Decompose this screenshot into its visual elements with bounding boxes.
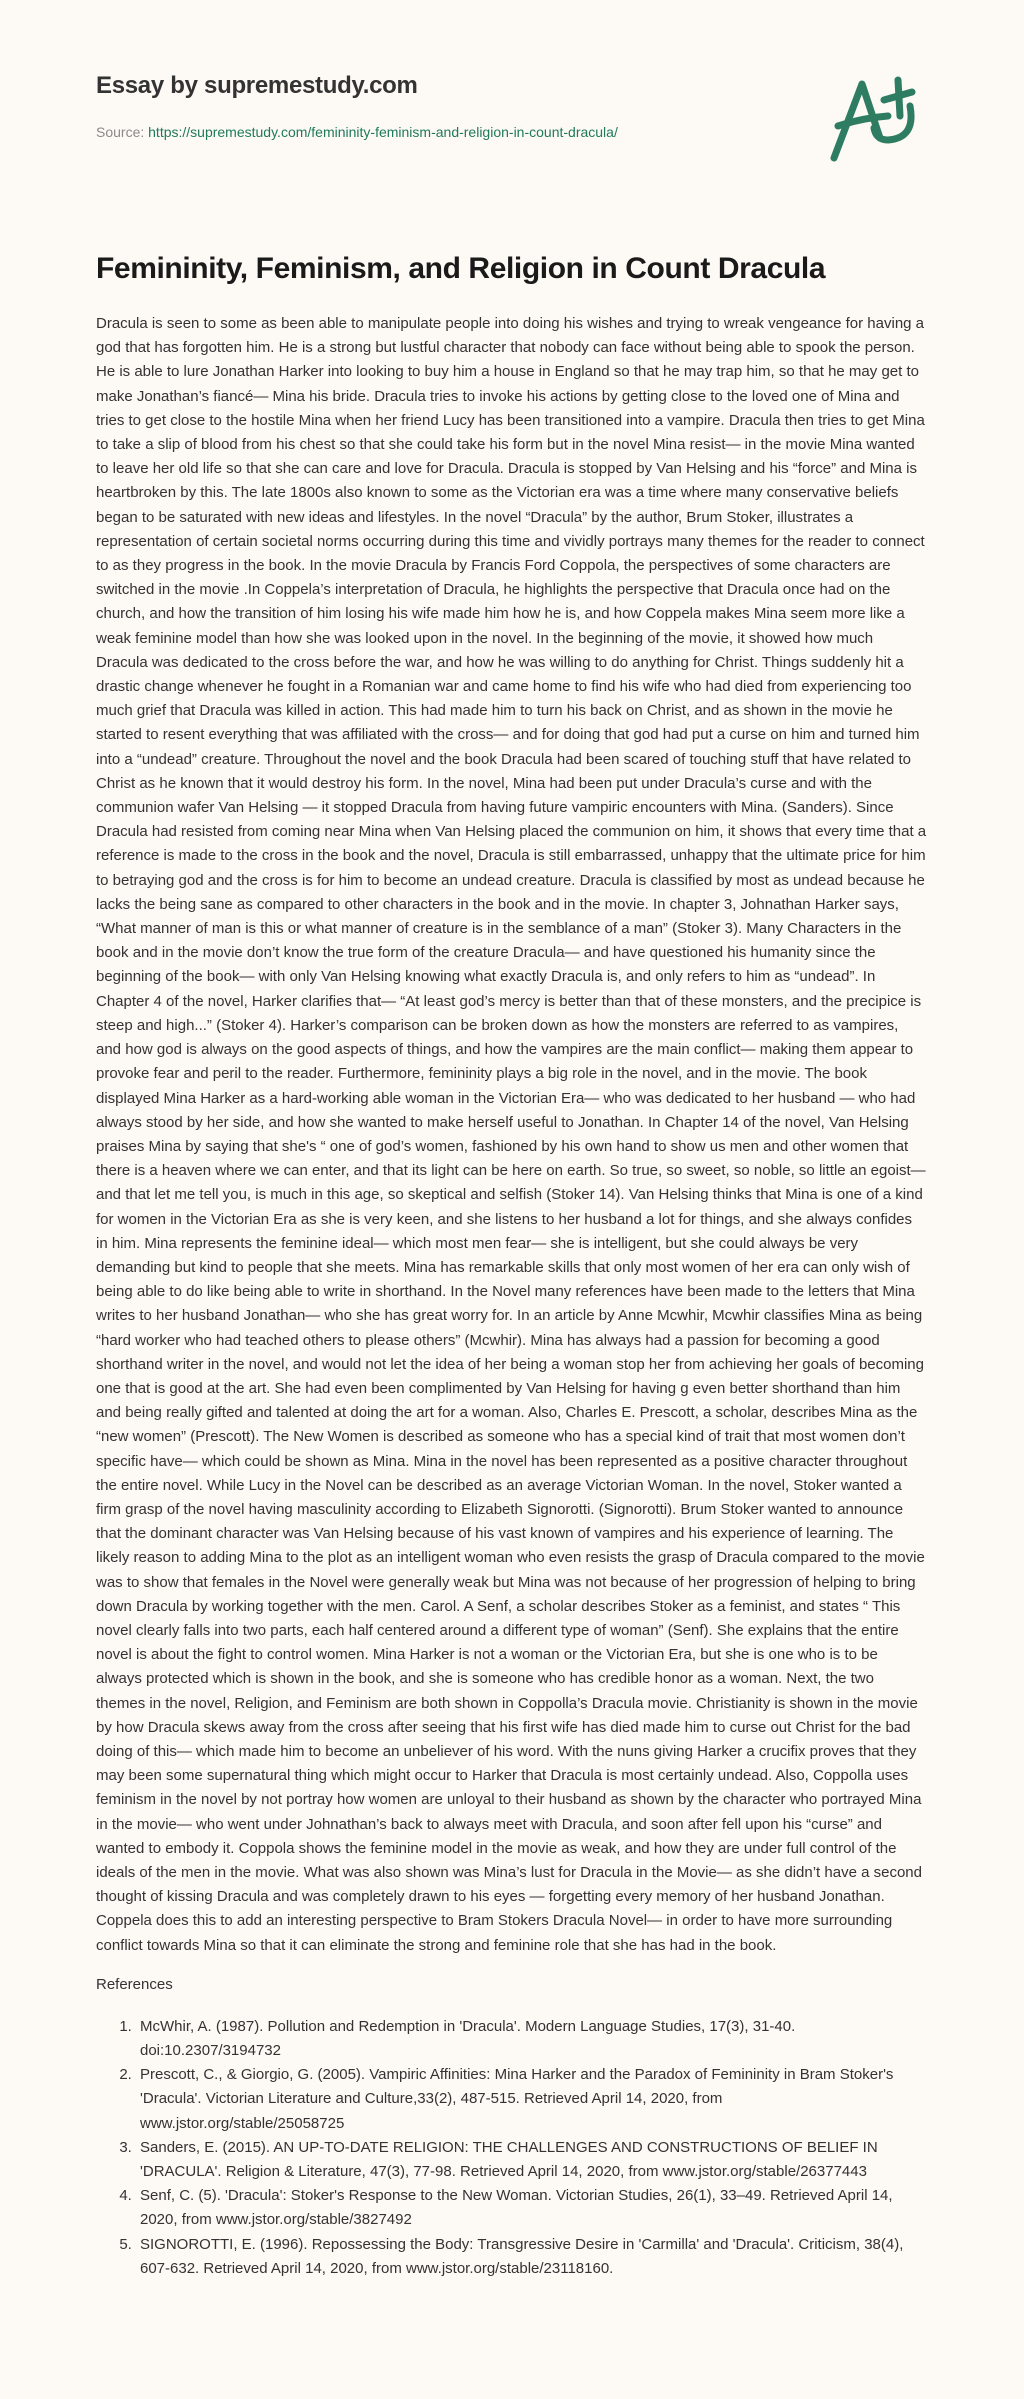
source-link[interactable]: https://supremestudy.com/femininity-feminism-and-religion-in-count-dracula/ — [148, 124, 618, 140]
site-title: Essay by supremestudy.com — [96, 72, 418, 99]
reference-item: 4. Senf, C. (5). 'Dracula': Stoker's Response to the New Woman. Victorian Studies, 26(1), 33–49. Retrieved April 14, 2020, from www.jstor.org/stable/3827492 — [136, 2184, 927, 2232]
page-header — [0, 0, 1024, 200]
reference-item: 2. Prescott, C., & Giorgio, G. (2005). Vampiric Affinities: Mina Harker and the Paradox of Femininity in Bram Stoker's 'Dracula'. Victorian Literature and Culture,33(2), 487-515. Retrieved April 14, 2020, from www.jstor.org/stable/25058725 — [136, 2063, 927, 2136]
references-list — [96, 2015, 927, 2281]
reference-item: 3. Sanders, E. (2015). AN UP-TO-DATE RELIGION: THE CHALLENGES AND CONSTRUCTIONS OF BELIEF IN 'DRACULA'. Religion & Literature, 47(3), 77-98. Retrieved April 14, 2020, from www.jstor.org/stable/26377443 — [136, 2136, 927, 2184]
source-label: Source: — [96, 124, 145, 140]
reference-item: 1. McWhir, A. (1987). Pollution and Redemption in 'Dracula'. Modern Language Studies, 17(3), 31-40. doi:10.2307/3194732 — [136, 2015, 927, 2063]
essay-title: Femininity, Feminism, and Religion in Count Dracula — [96, 252, 826, 285]
essay-body: Dracula is seen to some as been able to manipulate people into doing his wishes and trying to wreak vengeance for having a god that has forgotten him. He is a strong but lustful character that nobody can face without being able to spook the person. He is able to lure Jonathan Harker into looking to buy him a house in England so that he may trap him, so that he may get to make Jonathan’s fiancé— Mina his bride. Dracula tries to invoke his actions by getting close to the loved one of Mina and tries to get close to the hostile Mina when her friend Lucy has been transitioned into a vampire. Dracula then tries to get Mina to take a slip of blood from his chest so that she could take his form but in the novel Mina resist— in the movie Mina wanted to leave her old life so that she can care and love for Dracula. Dracula is stopped by Van Helsing and his “force” and Mina is heartbroken by this. The late 1800s also known to some as the Victorian era was a time where many conservative beliefs began to be saturated with new ideas and lifestyles. In the novel “Dracula” by the author, Brum Stoker, illustrates a representation of certain societal norms occurring during this time and vividly portrays many themes for the reader to connect to as they progress in the book. In the movie Dracula by Francis Ford Coppola, the perspectives of some characters are switched in the movie .In Coppela’s interpretation of Dracula, he highlights the perspective that Dracula once had on the church, and how the transition of him losing his wife made him how he is, and how Coppela makes Mina seem more like a weak feminine model than how she was looked upon in the novel. In the beginning of the movie, it showed how much Dracula was dedicated to the cross before the war, and how he was willing to do anything for Christ. Things suddenly hit a drastic change whenever he fought in a Romanian war and came home to find his wife who had died from experiencing too much grief that Dracula was killed in action. This had made him to turn his back on Christ, and as shown in the movie he started to resent everything that was affiliated with the cross— and for doing that god had put a curse on him and turned him into a “undead” creature. Throughout the novel and the book Dracula had been scared of touching stuff that have related to Christ as he known that it would destroy his form. In the novel, Mina had been put under Dracula’s curse and with the communion wafer Van Helsing — it stopped Dracula from having future vampiric encounters with Mina. (Sanders). Since Dracula had resisted from coming near Mina when Van Helsing placed the communion on him, it shows that every time that a reference is made to the cross in the book and the novel, Dracula is still embarrassed, unhappy that the ultimate price for him to betraying god and the cross is for him to become an undead creature. Dracula is classified by most as undead because he lacks the being sane as compared to other characters in the book and in the movie. In chapter 3, Johnathan Harker says, “What manner of man is this or what manner of creature is in the semblance of a man” (Stoker 3). Many Characters in the book and in the movie don’t know the true form of the creature Dracula— and have questioned his humanity since the beginning of the book— with only Van Helsing knowing what exactly Dracula is, and only refers to him as “undead”. In Chapter 4 of the novel, Harker clarifies that— “At least god’s mercy is better than that of these monsters, and the precipice is steep and high...” (Stoker 4). Harker’s comparison can be broken down as how the monsters are referred to as vampires, and how god is always on the good aspects of things, and how the vampires are the main conflict— making them appear to provoke fear and peril to the reader. Furthermore, femininity plays a big role in the novel, and in the movie. The book displayed Mina Harker as a hard-working able woman in the Victorian Era— who was dedicated to her husband — who had always stood by her side, and how she wanted to make herself useful to Jonathan. In Chapter 14 of the novel, Van Helsing praises Mina by saying that she's “ one of god’s women, fashioned by his own hand to show us men and other women that there is a heaven where we can enter, and that its light can be here on earth. So true, so sweet, so noble, so little an egoist— and that let me tell you, is much in this age, so skeptical and selfish (Stoker 14). Van Helsing thinks that Mina is one of a kind for women in the Victorian Era as she is very keen, and she listens to her husband a lot for things, and she always confides in him. Mina represents the feminine ideal— which most men fear— she is intelligent, but she could always be very demanding but kind to people that she meets. Mina has remarkable skills that only most women of her era can only wish of being able to do like being able to write in shorthand. In the Novel many references have been made to the letters that Mina writes to her husband Jonathan— who she has great worry for. In an article by Anne Mcwhir, Mcwhir classifies Mina as being “hard worker who had teached others to please others” (Mcwhir). Mina has always had a passion for becoming a good shorthand writer in the novel, and would not let the idea of her being a woman stop her from achieving her goals of becoming one that is good at the art. She had even been complimented by Van Helsing for having g even better shorthand than him and being really gifted and talented at doing the art for a woman. Also, Charles E. Prescott, a scholar, describes Mina as the “new women” (Prescott). The New Women is described as someone who has a special kind of trait that most women don’t specific have— which could be shown as Mina. Mina in the novel has been represented as a positive character throughout the entire novel. While Lucy in the Novel can be described as an average Victorian Woman. In the novel, Stoker wanted a firm grasp of the novel having masculinity according to Elizabeth Signorotti. (Signorotti). Brum Stoker wanted to announce that the dominant character was Van Helsing because of his vast known of vampires and his experience of learning. The likely reason to adding Mina to the plot as an intelligent woman who even resists the grasp of Dracula compared to the movie was to show that females in the Novel were generally weak but Mina was not because of her progression of helping to bring down Dracula by working together with the men. Carol. A Senf, a scholar describes Stoker as a feminist, and states “ This novel clearly falls into two parts, each half centered around a different type of woman” (Senf). She explains that the entire novel is about the fight to control women. Mina Harker is not a woman or the Victorian Era, but she is one who is to be always protected which is shown in the book, and she is someone who has credible honor as a woman. Next, the two themes in the novel, Religion, and Feminism are both shown in Coppolla’s Dracula movie. Christianity is shown in the movie by how Dracula skews away from the cross after seeing that his first wife has died made him to curse out Christ for the bad doing of this— which made him to become an unbeliever of his word. With the nuns giving Harker a crucifix proves that they may been some supernatural thing which might occur to Harker that Dracula is most certainly undead. Also, Coppolla uses feminism in the novel by not portray how women are unloyal to their husband as shown by the character who portrayed Mina in the movie— who went under Johnathan’s back to always meet with Dracula, and soon after fell upon his “curse” and wanted to embody it. Coppola shows the feminine model in the movie as weak, and how they are under full control of the ideals of the men in the movie. What was also shown was Mina’s lust for Dracula in the Movie— as she didn’t have a second thought of kissing Dracula and was completely drawn to his eyes — forgetting every memory of her husband Jonathan. Coppela does this to add an interesting perspective to Bram Stokers Dracula Novel— in order to have more surrounding conflict towards Mina so that it can eliminate the strong and feminine role that she has had in the book. — [96, 315, 927, 1954]
essay-content — [0, 200, 1024, 2281]
source-line — [96, 124, 618, 140]
references-heading: References — [96, 1975, 173, 1993]
reference-item: 5. SIGNOROTTI, E. (1996). Repossessing the Body: Transgressive Desire in 'Carmilla' and 'Dracula'. Criticism, 38(4), 607-632. Retrieved April 14, 2020, from www.jstor.org/stable/23118160. — [136, 2233, 927, 2281]
a-plus-grade-icon — [822, 66, 932, 166]
